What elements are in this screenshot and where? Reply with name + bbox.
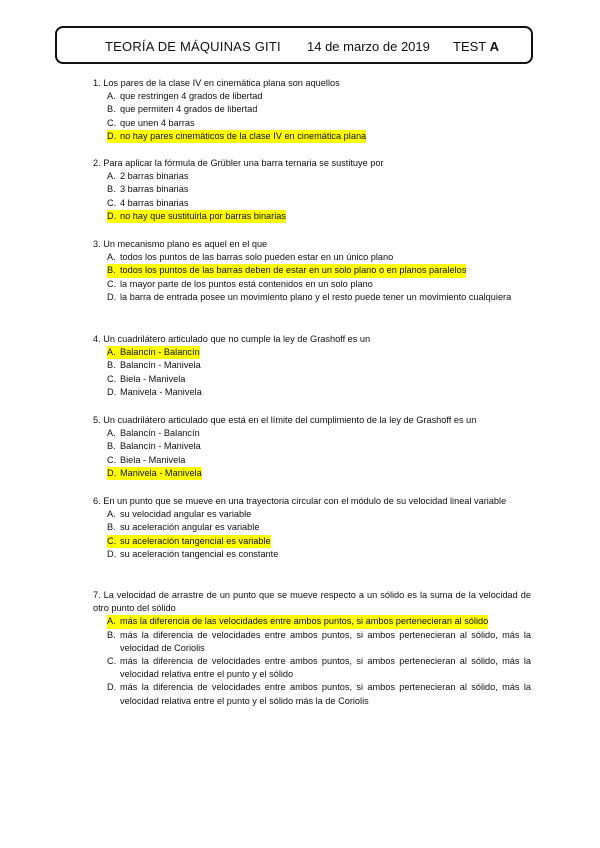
option-letter: C. xyxy=(107,454,117,465)
option-text: 3 barras binarias xyxy=(120,184,189,195)
answer-option-highlighted xyxy=(107,535,531,548)
option-letter: B. xyxy=(107,441,116,452)
option-letter: A. xyxy=(107,252,116,263)
correct-answer-highlight xyxy=(107,467,202,480)
question-stem: 1. Los pares de la clase IV en cinemática plana son aquellos xyxy=(93,78,340,88)
option-text: que permiten 4 grados de libertad xyxy=(120,104,258,115)
option-text: que unen 4 barras xyxy=(120,117,195,128)
option-letter: C. xyxy=(107,117,117,128)
question-stem: 4. Un cuadrilátero articulado que no cumple la ley de Grashoff es un xyxy=(93,334,371,344)
answer-option xyxy=(107,629,531,655)
answer-option xyxy=(107,117,531,130)
answer-option xyxy=(107,373,531,386)
option-text: Balancín - Balancín xyxy=(120,347,200,358)
option-letter: B. xyxy=(107,360,116,371)
question-2 xyxy=(93,157,531,223)
option-text: más la diferencia de velocidades entre ambos puntos, si ambos pertenecieran al sólido, más la velocidad relativa entre el punto y el sólido xyxy=(120,656,531,680)
option-text: no hay que sustituirla por barras binarias xyxy=(120,210,286,221)
exam-header xyxy=(55,26,533,64)
option-text: todos los puntos de las barras solo pueden estar en un único plano xyxy=(120,252,394,263)
answer-option xyxy=(107,197,531,210)
course-title: TEORÍA DE MÁQUINAS GITI xyxy=(105,39,281,54)
answer-option xyxy=(107,454,531,467)
option-text: Biela - Manivela xyxy=(120,454,186,465)
option-text: su aceleración tangencial es variable xyxy=(120,535,271,546)
question-5 xyxy=(93,414,531,480)
answer-option xyxy=(107,183,531,196)
option-text: la barra de entrada posee un movimiento plano y el resto puede tener un movimiento cualquiera xyxy=(120,291,512,302)
option-letter: B. xyxy=(107,104,116,115)
question-stem: 6. En un punto que se mueve en una trayectoria circular con el módulo de su velocidad lineal variable xyxy=(93,496,507,506)
answer-option xyxy=(107,359,531,372)
option-letter: B. xyxy=(107,522,116,533)
option-text: más la diferencia de las velocidades entre ambos puntos, si ambos pertenecieran al sólido xyxy=(120,616,489,627)
option-text: más la diferencia de velocidades entre ambos puntos, si ambos pertenecieran al sólido, más la velocidad de Coriolis xyxy=(120,629,531,653)
option-letter: D. xyxy=(107,467,117,478)
answer-option xyxy=(107,655,531,681)
answer-option-highlighted xyxy=(107,467,531,480)
exam-date: 14 de marzo de 2019 xyxy=(307,39,430,54)
correct-answer-highlight xyxy=(107,210,286,223)
option-letter: A. xyxy=(107,616,116,627)
question-stem: 2. Para aplicar la fórmula de Grübler una barra ternaria se sustituye por xyxy=(93,158,384,168)
option-text: 4 barras binarias xyxy=(120,197,189,208)
question-stem: 7. La velocidad de arrastre de un punto que se mueve respecto a un sólido es la suma de la velocidad de otro punto del sólido xyxy=(93,590,531,614)
answer-option xyxy=(107,90,531,103)
option-letter: A. xyxy=(107,428,116,439)
answer-option xyxy=(107,251,531,264)
option-text: 2 barras binarias xyxy=(120,171,189,182)
option-letter: B. xyxy=(107,184,116,195)
option-letter: D. xyxy=(107,210,117,221)
option-text: Balancín - Balancín xyxy=(120,428,200,439)
option-text: Balancín - Manivela xyxy=(120,441,201,452)
question-3 xyxy=(93,238,531,304)
option-letter: A. xyxy=(107,171,116,182)
correct-answer-highlight xyxy=(107,264,466,277)
answer-option xyxy=(107,521,531,534)
answer-option xyxy=(107,170,531,183)
option-text: Manivela - Manivela xyxy=(120,467,202,478)
option-letter: D. xyxy=(107,548,117,559)
correct-answer-highlight xyxy=(107,130,366,143)
option-letter: C. xyxy=(107,197,117,208)
option-text: no hay pares cinemáticos de la clase IV en cinemática plana xyxy=(120,130,367,141)
option-text: todos los puntos de las barras deben de estar en un solo plano o en planos paralelos xyxy=(120,265,467,276)
answer-option-highlighted xyxy=(107,130,531,143)
option-text: su aceleración tangencial es constante xyxy=(120,548,279,559)
answer-option-highlighted xyxy=(107,615,531,628)
option-letter: D. xyxy=(107,130,117,141)
option-letter: B. xyxy=(107,265,116,276)
answer-option xyxy=(107,440,531,453)
answer-option-highlighted xyxy=(107,264,531,277)
question-4 xyxy=(93,333,531,399)
option-text: su aceleración angular es variable xyxy=(120,522,260,533)
test-letter: A xyxy=(489,39,500,54)
option-letter: A. xyxy=(107,347,116,358)
option-letter: D. xyxy=(107,386,117,397)
question-stem: 3. Un mecanismo plano es aquel en el que xyxy=(93,239,268,249)
answer-option xyxy=(107,427,531,440)
option-letter: A. xyxy=(107,509,116,520)
option-text: Biela - Manivela xyxy=(120,373,186,384)
answer-option xyxy=(107,548,531,561)
answer-option xyxy=(107,103,531,116)
option-text: Manivela - Manivela xyxy=(120,386,202,397)
question-7 xyxy=(93,589,531,708)
answer-option xyxy=(107,291,531,304)
answer-option xyxy=(107,508,531,521)
answer-option xyxy=(107,278,531,291)
answer-option xyxy=(107,386,531,399)
question-6 xyxy=(93,495,531,561)
option-letter: C. xyxy=(107,535,117,546)
option-letter: B. xyxy=(107,629,116,640)
option-letter: C. xyxy=(107,656,117,667)
option-letter: D. xyxy=(107,682,117,693)
option-text: Balancín - Manivela xyxy=(120,360,201,371)
option-letter: C. xyxy=(107,278,117,289)
correct-answer-highlight xyxy=(107,535,271,548)
test-label: TEST A xyxy=(453,39,500,54)
option-text: la mayor parte de los puntos está contenidos en un solo plano xyxy=(120,278,373,289)
option-letter: C. xyxy=(107,373,117,384)
option-letter: D. xyxy=(107,291,117,302)
correct-answer-highlight xyxy=(107,615,488,628)
answer-option-highlighted xyxy=(107,210,531,223)
option-text: que restringen 4 grados de libertad xyxy=(120,91,263,102)
correct-answer-highlight xyxy=(107,346,200,359)
option-letter: A. xyxy=(107,91,116,102)
answer-option xyxy=(107,681,531,707)
answer-option-highlighted xyxy=(107,346,531,359)
question-1 xyxy=(93,77,531,143)
question-stem: 5. Un cuadrilátero articulado que está en el límite del cumplimiento de la ley de Grashoff es un xyxy=(93,415,477,425)
option-text: más la diferencia de velocidades entre ambos puntos, si ambos pertenecieran al sólido, más la velocidad relativa entre el punto y el sólido más la de Coriolis xyxy=(120,682,531,706)
option-text: su velocidad angular es variable xyxy=(120,509,252,520)
